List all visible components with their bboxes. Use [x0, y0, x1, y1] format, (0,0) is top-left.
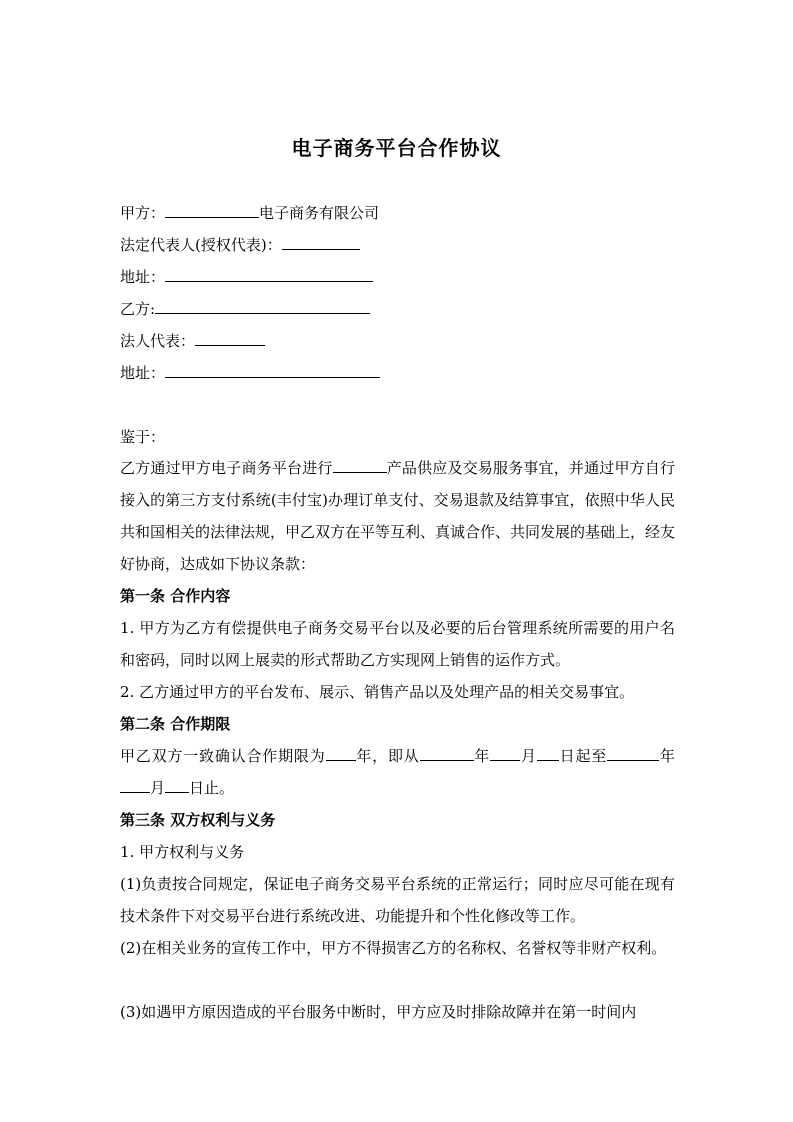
party-a-suffix: 电子商务有限公司 [259, 204, 380, 222]
address-b-blank [165, 363, 380, 378]
address-b-label: 地址： [120, 364, 166, 382]
article1-item2: 2. 乙方通过甲方的平台发布、展示、销售产品以及处理产品的相关交易事宜。 [120, 683, 635, 701]
article2-heading: 第二条 合作期限 [120, 715, 231, 733]
party-b-line [120, 299, 370, 319]
legal-rep-a-blank [282, 235, 360, 250]
legal-rep-b-blank [195, 331, 265, 346]
recitals-paragraph [120, 452, 675, 580]
article3-heading: 第三条 双方权利与义务 [120, 811, 276, 829]
recitals-text-1: 乙方通过甲方电子商务平台进行 [120, 459, 333, 477]
term-text-8: 日止。 [189, 779, 235, 797]
term-text-5: 日起至 [558, 747, 608, 765]
legal-rep-a-label: 法定代表人(授权代表)： [120, 236, 282, 254]
end-day-blank [165, 778, 189, 793]
term-text-7: 月 [150, 779, 166, 797]
party-a-label: 甲方： [120, 204, 166, 222]
term-text-6: 年 [659, 747, 675, 765]
party-b-label: 乙方: [120, 300, 156, 318]
end-year-blank [607, 746, 659, 761]
article3-p2: (2)在相关业务的宣传工作中，甲方不得损害乙方的名称权、名誉权等非财产权利。 [120, 939, 667, 957]
start-month-blank [490, 746, 520, 761]
article3-sub1: 1. 甲方权利与义务 [120, 843, 245, 861]
start-day-blank [537, 746, 559, 761]
document-title: 电子商务平台合作协议 [291, 136, 502, 160]
address-b-line [120, 363, 380, 383]
party-a-name-blank [165, 203, 259, 218]
address-a-blank [165, 267, 373, 282]
term-text-3: 年 [473, 747, 491, 765]
party-a-line [120, 203, 379, 223]
legal-rep-b-line [120, 331, 265, 351]
party-b-blank [155, 299, 370, 314]
legal-rep-b-label: 法人代表： [120, 332, 196, 350]
article1-heading: 第一条 合作内容 [120, 587, 231, 605]
recitals-heading: 鉴于： [120, 428, 166, 446]
article2-paragraph [120, 740, 675, 804]
address-a-label: 地址： [120, 268, 166, 286]
article3-p1: (1)负责按合同规定，保证电子商务交易平台系统的正常运行；同时应尽可能在现有技术条件下对交易平台进行系统改进、功能提升和个性化修改等工作。 [120, 875, 675, 925]
term-text-2: 年，即从 [355, 747, 420, 765]
legal-rep-a-line [120, 235, 360, 255]
term-text-4: 月 [520, 747, 537, 765]
term-years-blank [326, 746, 356, 761]
term-text-1: 甲乙双方一致确认合作期限为 [120, 747, 326, 765]
address-a-line [120, 267, 373, 287]
end-month-blank [120, 778, 150, 793]
start-year-blank [420, 746, 474, 761]
article1-item1: 1. 甲方为乙方有偿提供电子商务交易平台以及必要的后台管理系统所需要的用户名和密码，同时以网上展卖的形式帮助乙方实现网上销售的运作方式。 [120, 619, 675, 669]
article3-p3: (3)如遇甲方原因造成的平台服务中断时，甲方应及时排除故障并在第一时间内 [120, 1003, 637, 1021]
product-blank [333, 458, 387, 473]
recitals-text-2: 产品供应及交易服务事宜，并通过甲方自行接入的第三方支付系统(丰付宝)办理订单支付、交易退款及结算事宜，依照中华人民共和国相关的法律法规，甲乙双方在平等互利、真诚合作、共同发展的基础上，经友好协商，达成如下协议条款： [120, 459, 676, 573]
